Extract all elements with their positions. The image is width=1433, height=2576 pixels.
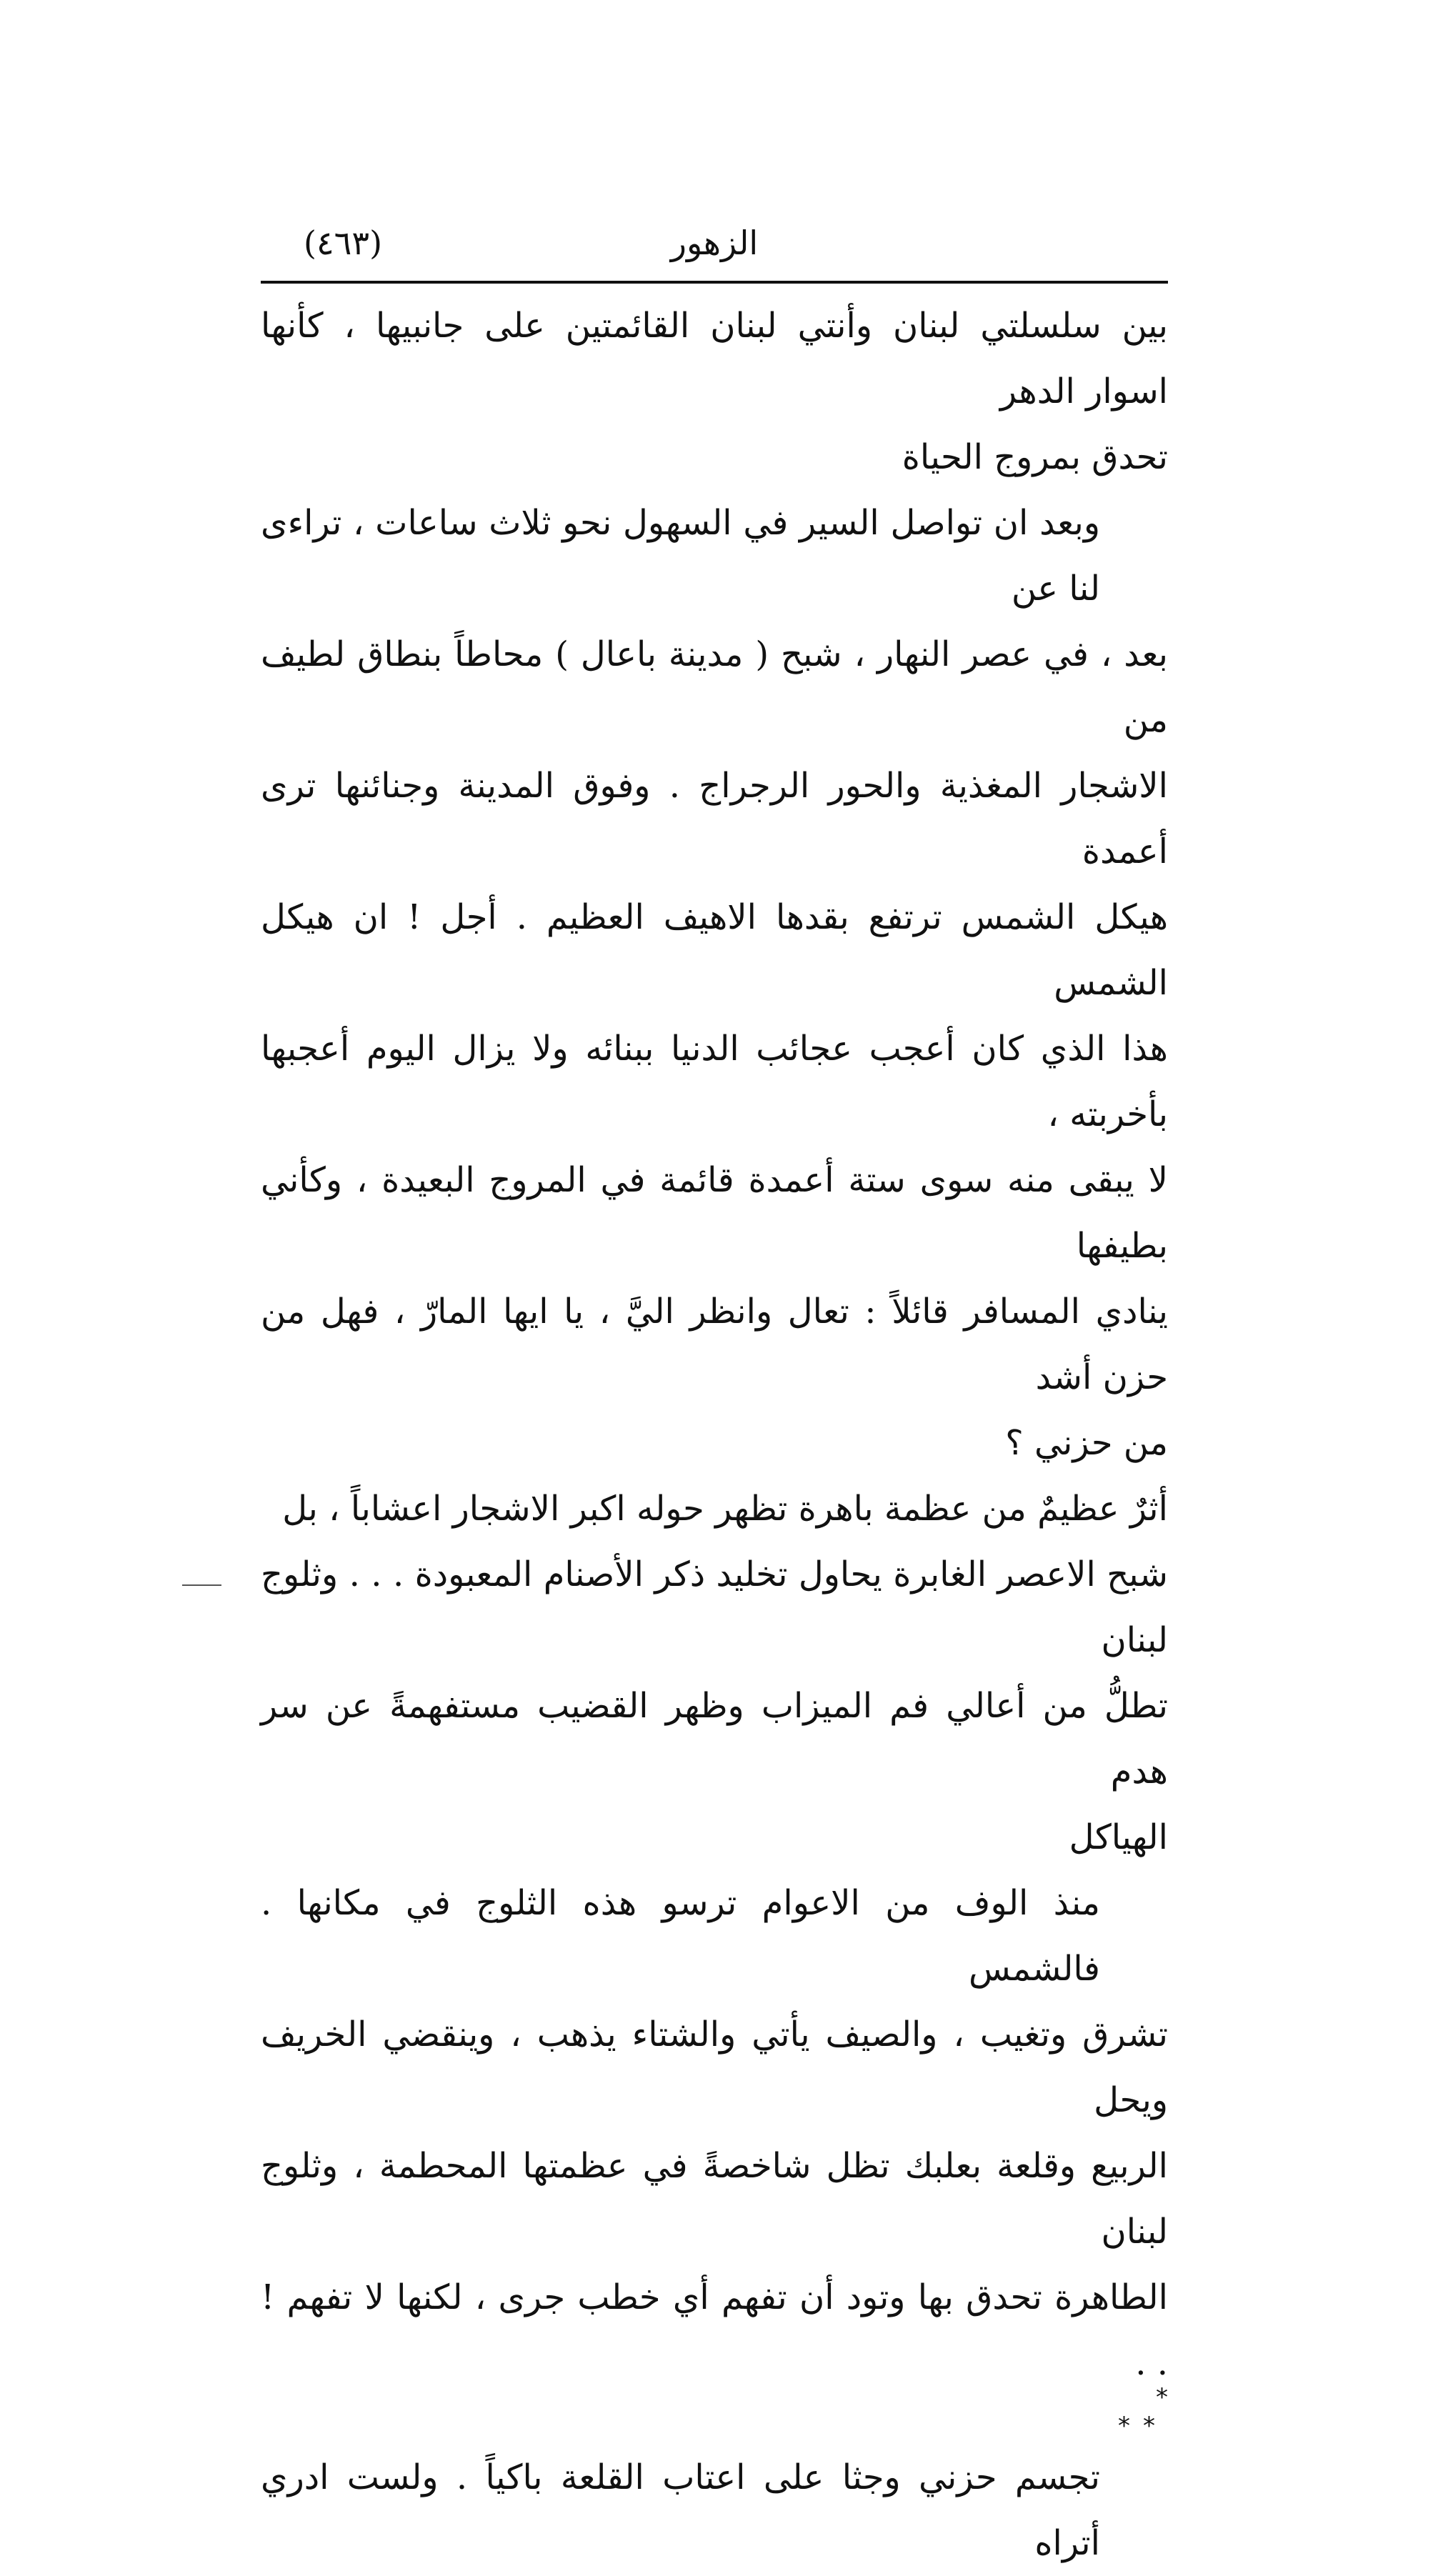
text-line: تطلُّ من أعالي فم الميزاب وظهر القضيب مستفهمةً عن سر هدم (261, 1686, 1168, 1792)
paragraph-5 (261, 2445, 1168, 2576)
text-line: هيكل الشمس ترتفع بقدها الاهيف العظيم . أجل ! ان هيكل الشمس (261, 897, 1169, 1003)
paragraph-1 (261, 293, 1168, 490)
text-line: تشرق وتغيب ، والصيف يأتي والشتاء يذهب ، وينقضي الخريف ويحل (261, 2015, 1168, 2120)
separator-top-asterisk: * (1156, 2383, 1168, 2412)
text-line: بعد ، في عصر النهار ، شبح ( مدينة باعال ) محاطاً بنطاق لطيف من (261, 634, 1168, 740)
body-text (261, 293, 1168, 2576)
text-line: لا يبقى منه سوى ستة أعمدة قائمة في المروج البعيدة ، وكأني بطيفها (261, 1160, 1168, 1266)
text-line: شبح الاعصر الغابرة يحاول تخليد ذكر الأصنام المعبودة . . . وثلوج لبنان (261, 1554, 1168, 1660)
text-line: الاشجار المغذية والحور الرجراج . وفوق المدينة وجنائنها ترى أعمدة (261, 766, 1168, 872)
margin-mark (182, 1584, 221, 1586)
text-line: الطاهرة تحدق بها وتود أن تفهم أي خطب جرى ، لكنها لا تفهم ! . . (261, 2277, 1168, 2383)
text-line: تحدق بمروج الحياة (902, 437, 1168, 477)
text-line: بين سلسلتي لبنان وأنتي لبنان القائمتين على جانبيها ، كأنها اسوار الدهر (261, 306, 1168, 411)
text-line: تجسم حزني وجثا على اعتاب القلعة باكياً . ولست ادري أتراه (261, 2457, 1101, 2563)
text-line: الربيع وقلعة بعلبك تظل شاخصةً في عظمتها المحطمة ، وثلوج لبنان (261, 2146, 1168, 2252)
text-line: ينادي المسافر قائلاً : تعال وانظر اليَّ ، يا ايها المارّ ، فهل من حزن أشد (261, 1292, 1168, 1397)
paragraph-4 (261, 1870, 1168, 2396)
page-number: (٤٦٣) (304, 224, 383, 262)
text-line: من حزني ؟ (1005, 1423, 1168, 1463)
running-header (261, 214, 1168, 279)
text-line: منذ الوف من الاعوام ترسو هذه الثلوج في مكانها . فالشمس (261, 1883, 1100, 1989)
text-line: وبعد ان تواصل السير في السهول نحو ثلاث ساعات ، تراءى لنا عن (261, 503, 1101, 609)
header-rule (261, 281, 1168, 284)
text-line: هذا الذي كان أعجب عجائب الدنيا ببنائه ولا يزال اليوم أعجبها بأخربته ، (261, 1029, 1168, 1134)
section-separator (261, 2383, 1168, 2440)
separator-bottom-asterisks: ** (1118, 2412, 1168, 2440)
text-line: أثرٌ عظيمٌ من عظمة باهرة تظهر حوله اكبر الاشجار اعشاباً ، بل (282, 1489, 1168, 1529)
header-title: الزهور (670, 224, 759, 262)
paragraph-3 (261, 1476, 1168, 1870)
text-line: الهياكل (1069, 1817, 1168, 1857)
paragraph-2 (261, 490, 1168, 1476)
